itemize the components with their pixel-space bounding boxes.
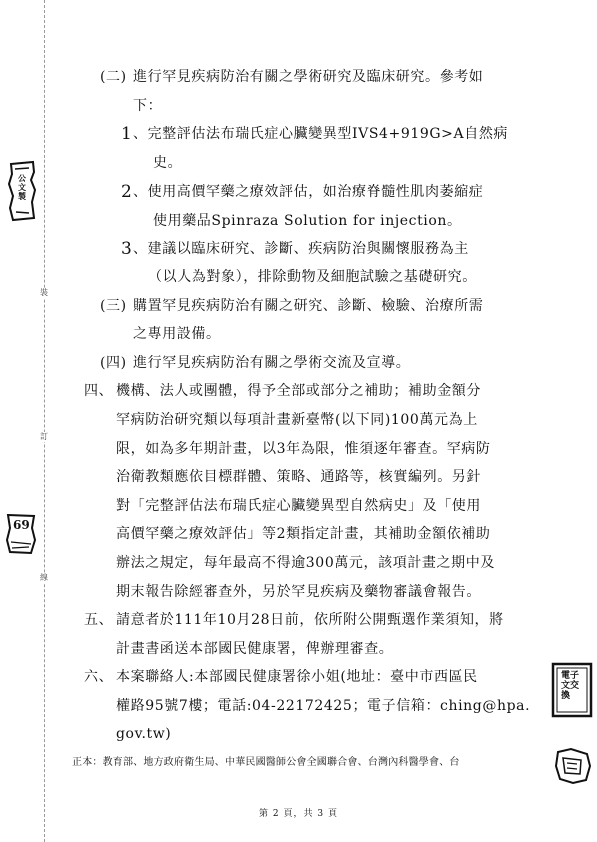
section-text: 治衛教類應依目標群體、策略、通路等，核實編列。另針: [116, 469, 481, 485]
sub-item-text: 、完整評估法布瑞氏症心臟變異型IVS4+919G>A自然病: [133, 126, 509, 142]
item-text: 進行罕見疾病防治有關之學術研究及臨床研究。參考如: [133, 69, 484, 85]
sub-item-text: 、使用高價罕藥之療效評估，如治療脊髓性肌肉萎縮症: [133, 184, 484, 200]
binding-line: [44, 0, 45, 842]
seal-text: 公文製: [18, 173, 26, 201]
page-number: 第 2 頁，共 3 頁: [259, 809, 338, 819]
sub-item-text: 使用藥品Spinraza Solution for injection。: [153, 213, 462, 229]
seal-stamp-left-top: [7, 160, 37, 222]
sub-item-text: 史。: [153, 155, 183, 171]
margin-mark-zhuang: 裝: [40, 288, 48, 297]
seal-stamp-right-bottom: [553, 746, 593, 786]
section-label: 四、: [84, 383, 114, 399]
section-text: 計畫書函送本部國民健康署，俾辦理審查。: [116, 641, 394, 657]
section-text: 罕病防治研究類以每項計畫新臺幣(以下同)100萬元為上: [116, 412, 478, 428]
item-label: (二): [100, 69, 127, 85]
margin-mark-ding: 訂: [40, 432, 48, 441]
section-text: 本案聯絡人:本部國民健康署徐小姐(地址：臺中市西區民: [116, 669, 478, 685]
item-label: (四): [100, 355, 127, 371]
section-text: 對「完整評估法布瑞氏症心臟變異型自然病史」及「使用: [116, 498, 481, 514]
section-text: 辦法之規定，每年最高不得逾300萬元，該項計畫之期中及: [116, 555, 495, 571]
item-text: 進行罕見疾病防治有關之學術交流及宣導。: [133, 355, 411, 371]
section-label: 六、: [84, 669, 114, 685]
seal-text: 電子文交換: [561, 671, 580, 701]
seal-text: 69: [13, 518, 30, 532]
margin-mark-xian: 線: [40, 573, 48, 582]
section-text: 高價罕藥之療效評估」等2類指定計畫，其補助金額依補助: [116, 526, 491, 542]
sub-item-number: 1: [121, 124, 132, 144]
item-label: (三): [100, 298, 127, 314]
cc-recipients: 正本：教育部、地方政府衛生局、中華民國醫師公會全國聯合會、台灣內科醫學會、台: [72, 757, 460, 768]
section-text: 期末報告除經審查外，另於罕見疾病及藥物審議會報告。: [116, 584, 481, 600]
seal-shape: [553, 746, 593, 786]
section-text: 請意者於111年10月28日前，依所附公開甄選作業須知，將: [116, 612, 504, 628]
sub-item-number: 2: [121, 182, 132, 202]
sub-item-text: （以人為對象），排除動物及細胞試驗之基礎研究。: [148, 269, 477, 285]
seal-stamp-left-mid: [5, 512, 37, 556]
item-text: 下：: [133, 98, 163, 114]
section-text: 權路95號7樓；電話:04-22172425；電子信箱：ching@hpa.: [116, 698, 531, 714]
item-text: 購置罕見疾病防治有關之研究、診斷、檢驗、治療所需: [133, 298, 484, 314]
sub-item-text: 、建議以臨床研究、診斷、疾病防治與關懷服務為主: [133, 241, 469, 257]
sub-item-number: 3: [121, 239, 132, 259]
item-text: 之專用設備。: [133, 326, 221, 342]
section-text: 機構、法人或團體，得予全部或部分之補助；補助金額分: [116, 383, 481, 399]
section-text: gov.tw): [116, 726, 172, 742]
section-text: 限，如為多年期計畫，以3年為限，惟須逐年審查。罕病防: [116, 441, 491, 457]
seal-stamp-right-mid: [551, 662, 593, 718]
section-label: 五、: [84, 612, 114, 628]
